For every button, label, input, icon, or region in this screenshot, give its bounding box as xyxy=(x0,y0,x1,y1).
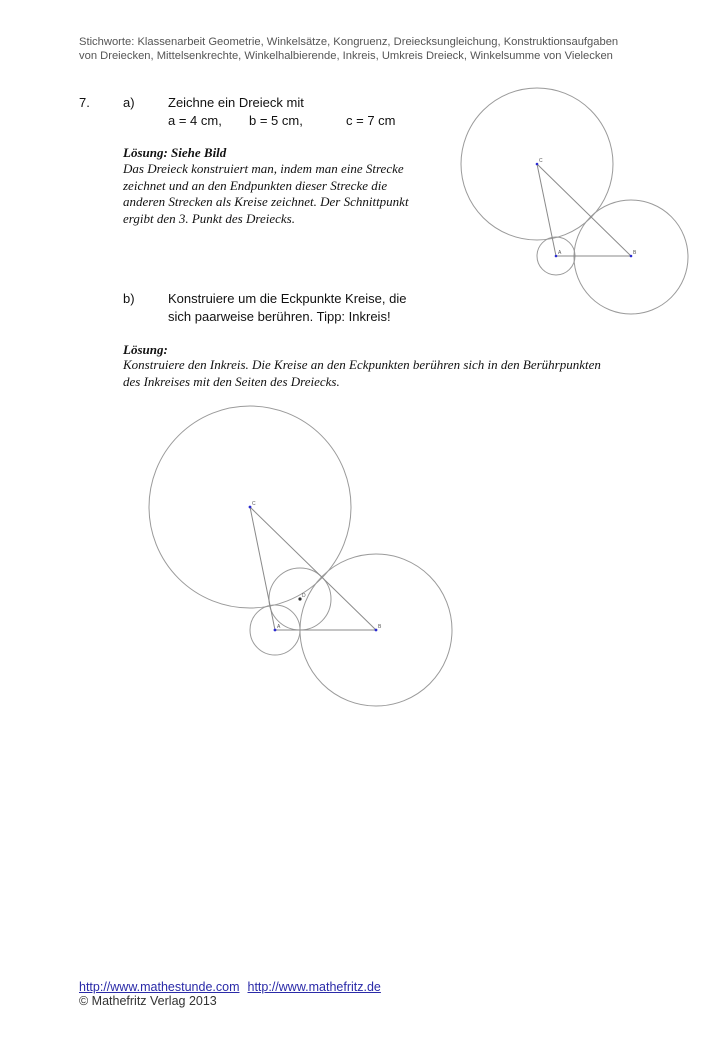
label-c: C xyxy=(252,501,256,507)
part-a-label: a) xyxy=(123,95,135,110)
point-a xyxy=(274,629,277,632)
label-a: A xyxy=(277,624,281,630)
label-a: A xyxy=(558,250,562,256)
keywords-line-2: von Dreiecken, Mittelsenkrechte, Winkelhalbierende, Inkreis, Umkreis Dreieck, Winkelsumme von Vielecken xyxy=(79,50,613,62)
part-a-solution-title: Lösung: Siehe Bild xyxy=(123,145,227,160)
link-mathestunde[interactable]: http://www.mathestunde.com xyxy=(79,980,240,994)
link-mathefritz[interactable]: http://www.mathefritz.de xyxy=(247,980,381,994)
point-b xyxy=(375,629,378,632)
footer-links xyxy=(79,980,389,994)
footer xyxy=(79,980,389,1008)
side-bc xyxy=(250,507,376,630)
part-b-line-2: sich paarweise berühren. Tipp: Inkreis! xyxy=(168,309,391,324)
task-number: 7. xyxy=(79,95,90,110)
side-ac xyxy=(250,507,275,630)
copyright: © Mathefritz Verlag 2013 xyxy=(79,994,217,1008)
label-d: D xyxy=(302,593,306,599)
part-a-solution-line: anderen Strecken als Kreise zeichnet. Der Schnittpunkt xyxy=(123,194,409,209)
part-b-solution-line: des Inkreises mit den Seiten des Dreiecks. xyxy=(123,373,340,389)
part-b-solution-title: Lösung: xyxy=(123,342,168,357)
part-b-label: b) xyxy=(123,291,135,306)
measure-a: a = 4 cm, xyxy=(168,113,222,128)
part-a-line-1: Zeichne ein Dreieck mit xyxy=(168,95,304,110)
point-c xyxy=(249,506,252,509)
part-b-line-1: Konstruiere um die Eckpunkte Kreise, die xyxy=(168,291,407,306)
measure-c: c = 7 cm xyxy=(346,113,396,128)
keywords-line-1: Stichworte: Klassenarbeit Geometrie, Winkelsätze, Kongruenz, Dreiecksungleichung, Konstruktionsaufgaben xyxy=(79,36,619,48)
measure-b: b = 5 cm, xyxy=(249,113,303,128)
label-c: C xyxy=(539,158,543,164)
label-b: B xyxy=(633,250,637,256)
part-a-solution-line: zeichnet und an den Endpunkten dieser Strecke die xyxy=(123,177,388,193)
label-b: B xyxy=(378,624,382,630)
part-a-solution-line: ergibt den 3. Punkt des Dreiecks. xyxy=(123,210,295,226)
part-b-solution-line: Konstruiere den Inkreis. Die Kreise an den Eckpunkten berühren sich in den Berührpunkten xyxy=(123,357,601,372)
part-a-solution-line: Das Dreieck konstruiert man, indem man eine Strecke xyxy=(123,161,404,176)
